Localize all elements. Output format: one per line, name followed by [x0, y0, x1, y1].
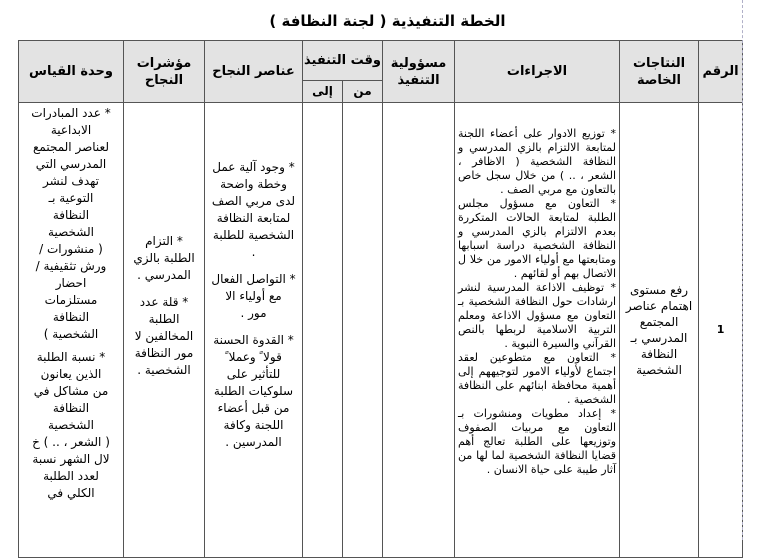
execution-plan-table — [18, 40, 743, 558]
header-time-to: إلى — [303, 81, 343, 103]
procedure-item: * إعداد مطويات ومنشورات بـ التعاون مع مربيات الصفوف وتوزيعها على الطلبة تعالج أهم قضايا النظافة الشخصية لما لها من آثار طيبة على حياة الانسان . — [458, 407, 617, 476]
header-success-elements: عناصر النجاح — [205, 41, 303, 103]
header-success-indicators: مؤشرات النجاح — [124, 41, 205, 103]
page-title: الخطة التنفيذية ( لجنة النظافة ) — [269, 12, 506, 30]
measurement-item: * نسبة الطلبة الذين يعانون من مشاكل في النظافة الشخصية ( الشعر ، .. ) خ لال الشهر نسبة لعدد الطلبة الكلي في — [32, 350, 110, 500]
row-number: 1 — [716, 323, 725, 336]
procedure-item: * التعاون مع متطوعين لعقد اجتماع لأولياء الامور لتوجيههم إلى أهمية محافظة ابنائهم على النظافة الشخصية . — [458, 351, 617, 406]
time-from-cell — [343, 103, 383, 558]
header-responsibility: مسؤولية التنفيذ — [383, 41, 455, 103]
outcome-cell — [620, 103, 699, 558]
measurement-item: * عدد المبادرات الابداعية لعناصر المجتمع المدرسي التي تهدف لنشر التوعية بـ النظافة الشخصية ( منشورات / ورش تثقيفية / احضار مستلزمات النظافة الشخصية ) — [31, 106, 111, 341]
header-procedures: الاجراءات — [455, 41, 620, 103]
header-outcomes: النتاجات الخاصة — [620, 41, 699, 103]
header-number: الرقم — [699, 41, 743, 103]
success-element-item: * التواصل الفعال مع أولياء الا مور . — [211, 272, 296, 320]
success-indicator-item: * قلة عدد الطلبة المخالفين لا مور النظافة الشخصية . — [134, 295, 194, 377]
success-elements-cell — [205, 103, 303, 558]
responsibility-cell — [383, 103, 455, 558]
row-number-cell — [699, 103, 743, 558]
procedures-cell — [455, 103, 620, 558]
measurement-cell — [19, 103, 124, 558]
header-measurement-unit: وحدة القياس — [19, 41, 124, 103]
success-element-item: * القدوة الحسنة قولا ً وعملا ً للتأثير على سلوكيات الطلبة من قبل أعضاء اللجنة وكافة المدرسين . — [213, 333, 294, 449]
procedure-item: * توظيف الاذاعة المدرسية لنشر ارشادات حول النظافة الشخصية بـ التعاون مع مسؤول الاذاعة ومعلم التربية الاسلامية لربطها بالنص القرآني والسيرة النبوية . — [458, 281, 617, 350]
outcome-text: رفع مستوى اهتمام عناصر المجتمع المدرسي بـ النظافة الشخصية — [625, 283, 693, 377]
table-row — [19, 103, 743, 558]
procedure-item: * توزيع الادوار على أعضاء اللجنة لمتابعة الالتزام بالزي المدرسي و النظافة الشخصية ( الاظافر ، الشعر ، .. ) من خلال سجل خاص بالتعاون مع مربي الصف . — [458, 127, 617, 196]
time-to-cell — [303, 103, 343, 558]
header-time-from: من — [343, 81, 383, 103]
header-execution-time: وقت التنفيذ — [303, 41, 383, 81]
success-element-item: * وجود آلية عمل وخطة واضحة لدى مربي الصف لمتابعة النظافة الشخصية للطلبة . — [211, 160, 296, 259]
success-indicator-item: * التزام الطلبة بالزي المدرسي . — [133, 234, 195, 282]
success-indicators-cell — [124, 103, 205, 558]
procedure-item: * التعاون مع مسؤول مجلس الطلبة لمتابعة الحالات المتكررة بعدم الالتزام بالزي المدرسي و النظافة الشخصية دراسة اسبابها ومتابعتها مع أولياء الامور من خلا ل الاتصال بهم أو لقائهم . — [458, 197, 617, 280]
page-margin-guide — [742, 0, 775, 540]
